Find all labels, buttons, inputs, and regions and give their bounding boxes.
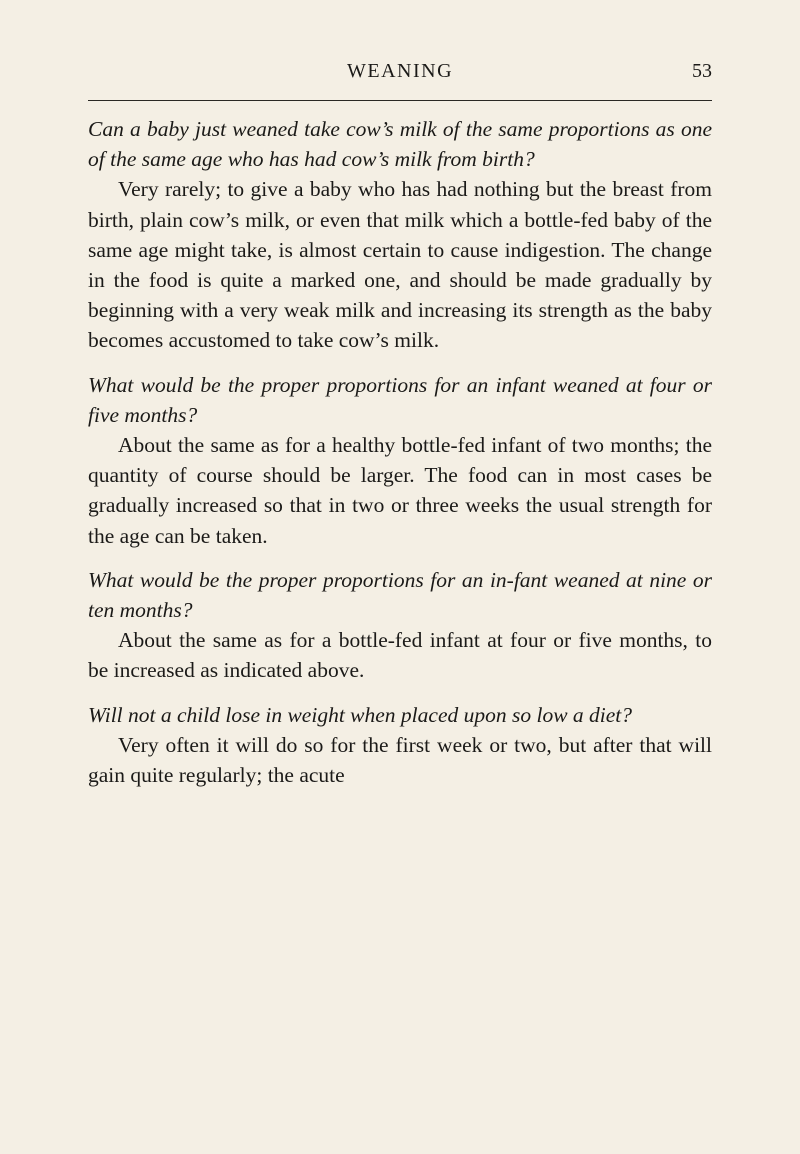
question-text: Will not a child lose in weight when placed upon so low a diet? (88, 702, 633, 727)
qa-entry (88, 370, 712, 551)
header-rule (88, 100, 712, 101)
question-text: Can a baby just weaned take cow’s milk of the same proportions as one of the same age who has had cow’s milk from birth? (88, 117, 712, 172)
page-number: 53 (692, 60, 712, 82)
qa-entry (88, 114, 712, 356)
qa-entry (88, 565, 712, 686)
answer-text: About the same as for a bottle-fed infant at four or five months, to be increased as indicated above. (88, 628, 712, 683)
question-text: What would be the proper proportions for an in-fant weaned at nine or ten months? (88, 567, 712, 623)
page-header (88, 52, 712, 92)
answer-text: Very often it will do so for the first week or two, but after that will gain quite regularly; the acute (88, 732, 712, 788)
qa-entry (88, 700, 712, 791)
page-body (88, 114, 712, 804)
answer-text: About the same as for a healthy bottle-fed infant of two months; the quantity of course should be larger. The food can in most cases be gradually increased so that in two or three weeks the usual strength for the age can be taken. (88, 433, 712, 548)
running-title: WEANING (346, 60, 454, 82)
answer-text: Very rarely; to give a baby who has had nothing but the breast from birth, plain cow’s milk, or even that milk which a bottle-fed baby of the same age might take, is almost certain to cause indigestion. The change in the food is quite a marked one, and should be made gradually by beginning with a very weak milk and increasing its strength as the baby becomes accustomed to take cow’s milk. (88, 177, 712, 353)
question-text: What would be the proper proportions for an infant weaned at four or five months? (88, 372, 712, 427)
